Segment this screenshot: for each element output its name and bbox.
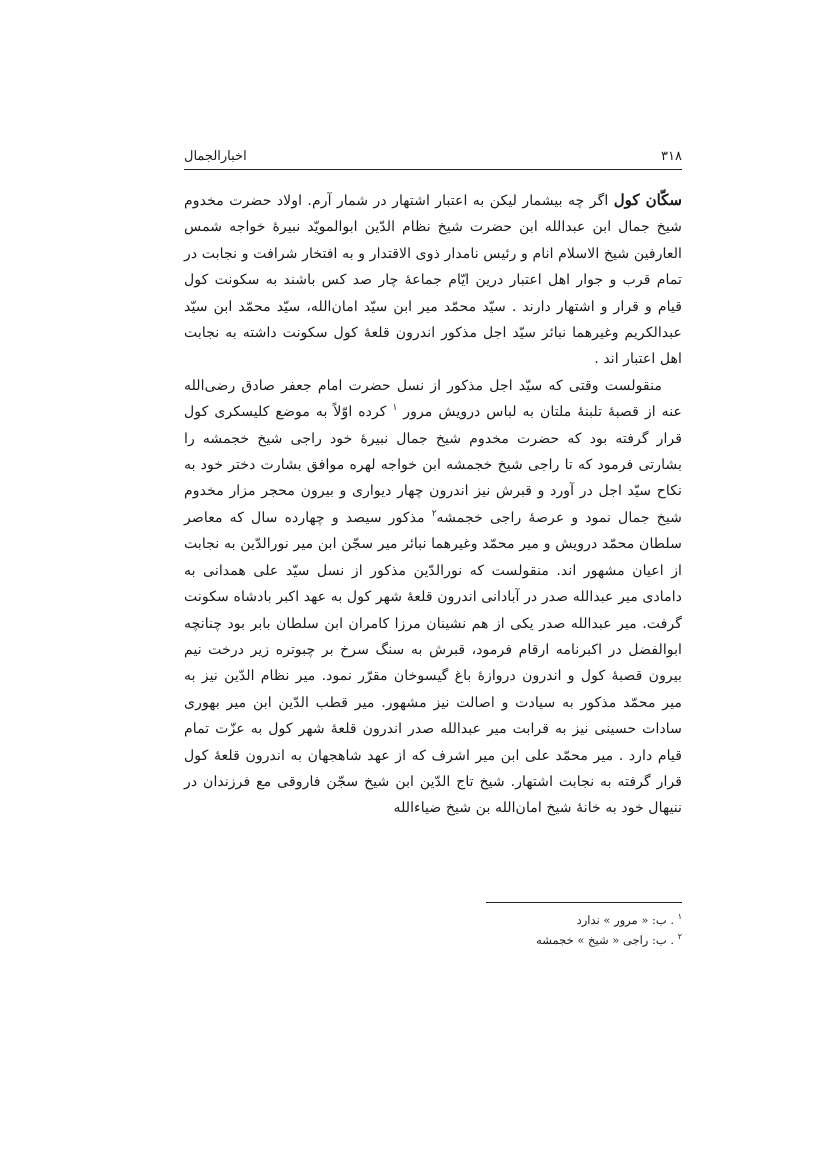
footnote-ref-1: ۱	[392, 403, 398, 414]
body-text	[184, 187, 682, 822]
footnote-divider	[486, 902, 682, 903]
footnote-2	[360, 930, 682, 950]
footnote-1	[360, 910, 682, 930]
footnote-2-mark: ۲	[677, 932, 682, 941]
paragraph-2-part-1: منقولست وقتی که سیّد اجل مذکور از نسل حضرت امام جعفر صادق رضی‌الله عنه از قصبهٔ تلبنهٔ ملتان به لباس درویش مرور	[184, 377, 682, 421]
paragraph-2	[184, 373, 682, 822]
running-title: اخبارالجمال	[184, 149, 247, 164]
page-header	[184, 145, 682, 170]
footnote-1-text: . ب: « مرور » ندارد	[576, 913, 675, 927]
paragraph-1-text: اگر چه بیشمار لیکن به اعتبار اشتهار در شمار آرم. اولاد حضرت مخدوم شیخ جمال ابن عبدالله ابن حضرت شیخ نظام الدّین ابوالمویّد نبیرهٔ خواجه شمس العارفین شیخ الاسلام انام و رئیس نامدار ذوی الاقتدار و به افتخار شرافت و نجابت در تمام قرب و جوار اهل اعتبار درین ایّام جماعهٔ چار صد کس باشند به سکونت کول قیام و قرار و اشتهار دارند . سیّد محمّد میر ابن سیّد امان‌الله، سیّد محمّد ابن سیّد عبدالکریم وغیرهما نبائر سیّد اجل مذکور اندرون قلعهٔ کول سکونت داشته به نجابت اهل اعتبار اند .	[184, 193, 682, 368]
paragraph-2-part-3: مذکور سیصد و چهارده سال که معاصر سلطان محمّد درویش و میر محمّد وغیرهما نبائر میر سجّن ابن میر نورالدّین به نجابت از اعیان مشهور اند. منقولست که نورالدّین مذکور از نسل سیّد علی همدانی به دامادی میر عبدالله صدر در آبادانی اندرون قلعهٔ شهر کول به عهد اکبر بادشاه سکونت گرفت. میر عبدالله صدر یکی از هم نشینان مرزا کامران ابن سلطان بابر بود چنانچه ابوالفضل در اکبرنامه ارقام فرمود، قبرش به سنگ سرخ بر چبوتره زیر درخت نیم بیرون قصبهٔ کول و اندرون دروازهٔ باغ گیسوخان مقرّر نمود. میر نظام الدّین نیز به میر محمّد مذکور به سیادت و اصالت نیز مشهور. میر قطب الدّین ابن میر بهوری سادات حسینی نیز به قرابت میر عبدالله صدر اندرون قلعهٔ شهر کول به عزّت تمام قیام دارد . میر محمّد علی ابن میر اشرف که از عهد شاهجهان به اندرون قلعهٔ کول قرار گرفته به نجابت اشتهار. شیخ تاج الدّین ابن شیخ سجّن فاروقی مع فرزندان در ننیهال خود به خانهٔ شیخ امان‌الله بن شیخ ضیاءالله	[184, 509, 682, 817]
page	[184, 145, 682, 822]
footnote-1-mark: ۱	[677, 912, 682, 921]
footnote-ref-2: ۲	[431, 508, 437, 519]
footnotes	[360, 910, 682, 950]
paragraph-1	[184, 187, 682, 373]
paragraph-2-part-2: کرده اوّلاً به موضع کلیسکری کول قرار گرفته بود که حضرت مخدوم شیخ جمال نبیرهٔ خود راجی شیخ خجمشه را بشارتی فرمود که تا راجی شیخ خجمشه ابن خواجه لهره موافق بشارت دختر خود به نکاح سیّد اجل در آورد و قبرش نیز اندرون چهار دیواری و بیرون محجر مزار مخدوم شیخ جمال نمود و عرصهٔ راجی خجمشه	[184, 404, 682, 526]
page-number: ۳۱۸	[661, 149, 682, 164]
footnote-2-text: . ب: راجی « شیخ » خجمشه	[536, 933, 675, 947]
headword: سکّان کول	[613, 191, 683, 209]
